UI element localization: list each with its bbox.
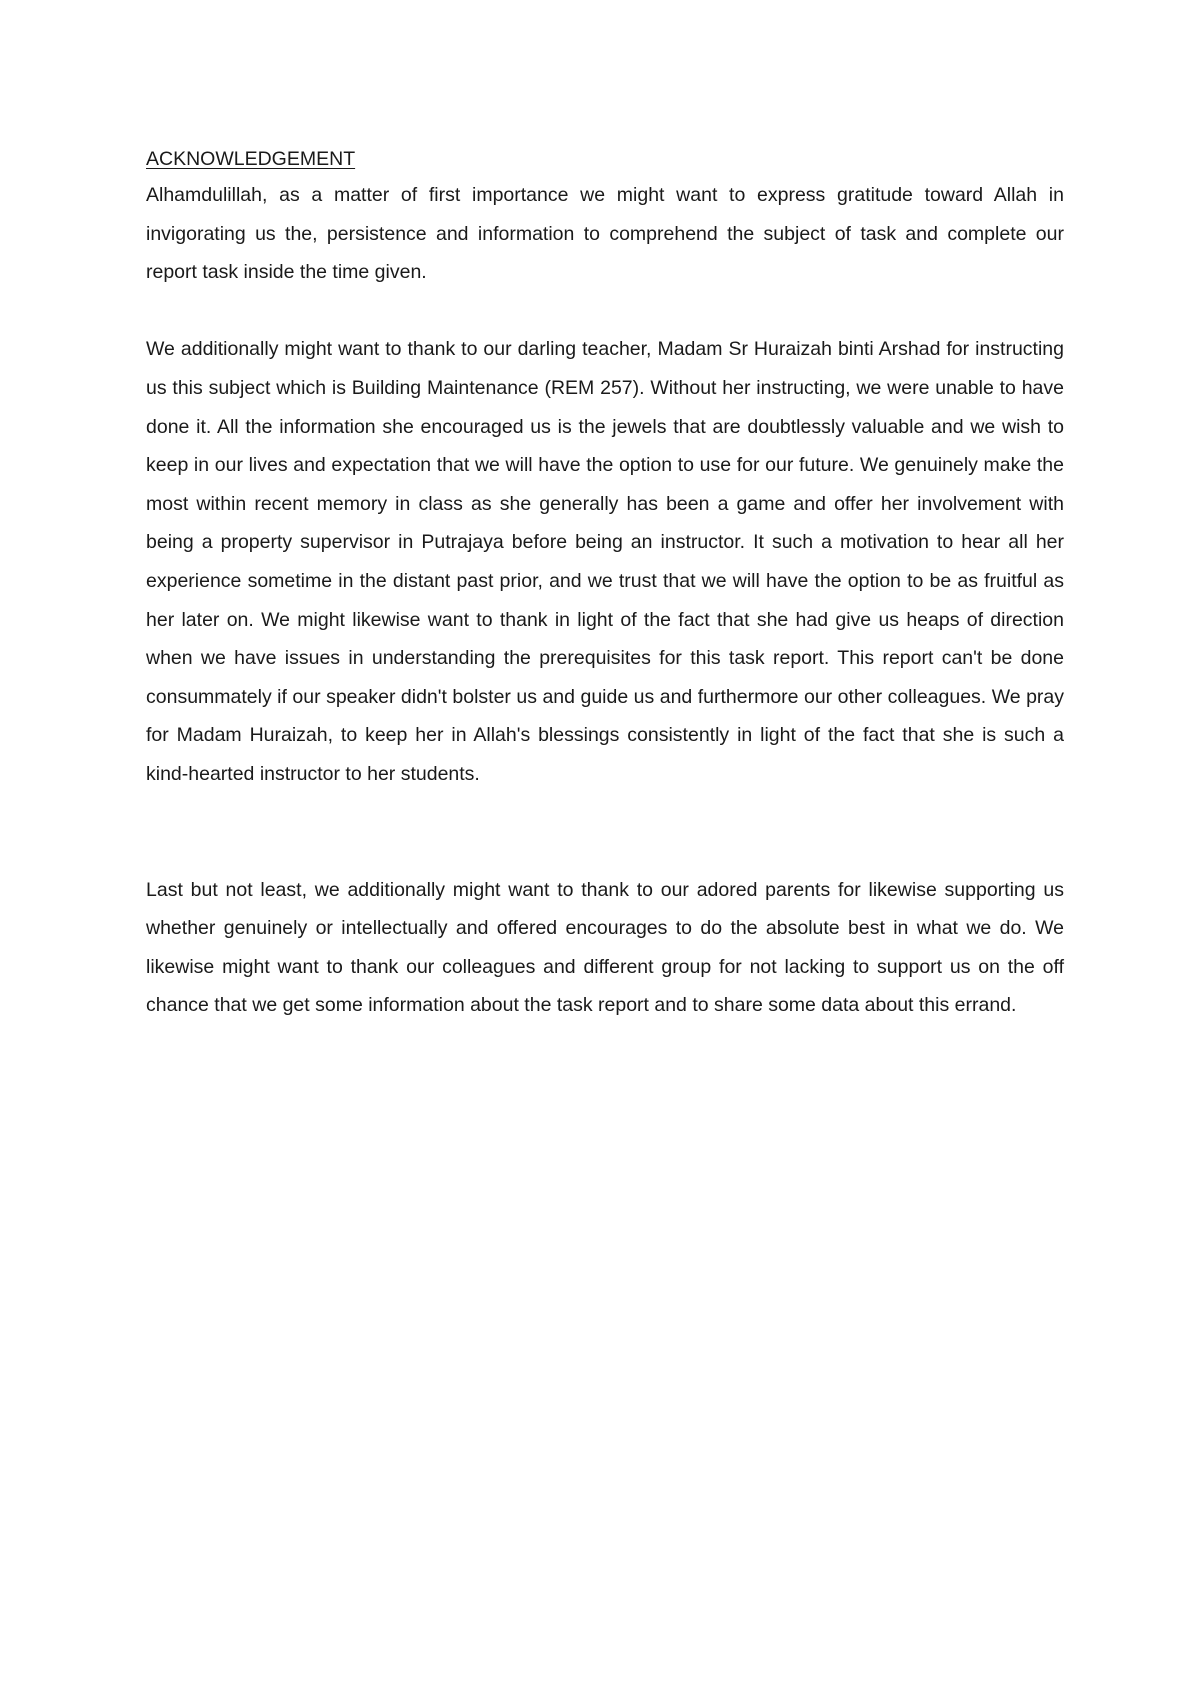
paragraph-intro: Alhamdulillah, as a matter of first importance we might want to express gratitude toward Allah in invigorating us the, persistence and information to comprehend the subject of task and complete our report task inside the time given. <box>146 184 1064 284</box>
document-page <box>146 142 1064 1025</box>
paragraph-parents-thanks: Last but not least, we additionally might want to thank to our adored parents for likewise supporting us whether genuinely or intellectually and offered encourages to do the absolute best in what we do. We likewise might want to thank our colleagues and different group for not lacking to support us on the off chance that we get some information about the task report and to share some data about this errand. <box>146 878 1064 1017</box>
document-heading: ACKNOWLEDGEMENT <box>146 148 356 170</box>
paragraph-teacher-thanks: We additionally might want to thank to our darling teacher, Madam Sr Huraizah binti Arshad for instructing us this subject which is Building Maintenance (REM 257). Without her instructing, we were unable to have done it. All the information she encouraged us is the jewels that are doubtlessly valuable and we wish to keep in our lives and expectation that we will have the option to use for our future. We genuinely make the most within recent memory in class as she generally has been a game and offer her involvement with being a property supervisor in Putrajaya before being an instructor. It such a motivation to hear all her experience sometime in the distant past prior, and we trust that we will have the option to be as fruitful as her later on. We might likewise want to thank in light of the fact that she had give us heaps of direction when we have issues in understanding the prerequisites for this task report. This report can't be done consummately if our speaker didn't bolster us and guide us and furthermore our other colleagues. We pray for Madam Huraizah, to keep her in Allah's blessings consistently in light of the fact that she is such a kind-hearted instructor to her students. <box>146 338 1064 785</box>
